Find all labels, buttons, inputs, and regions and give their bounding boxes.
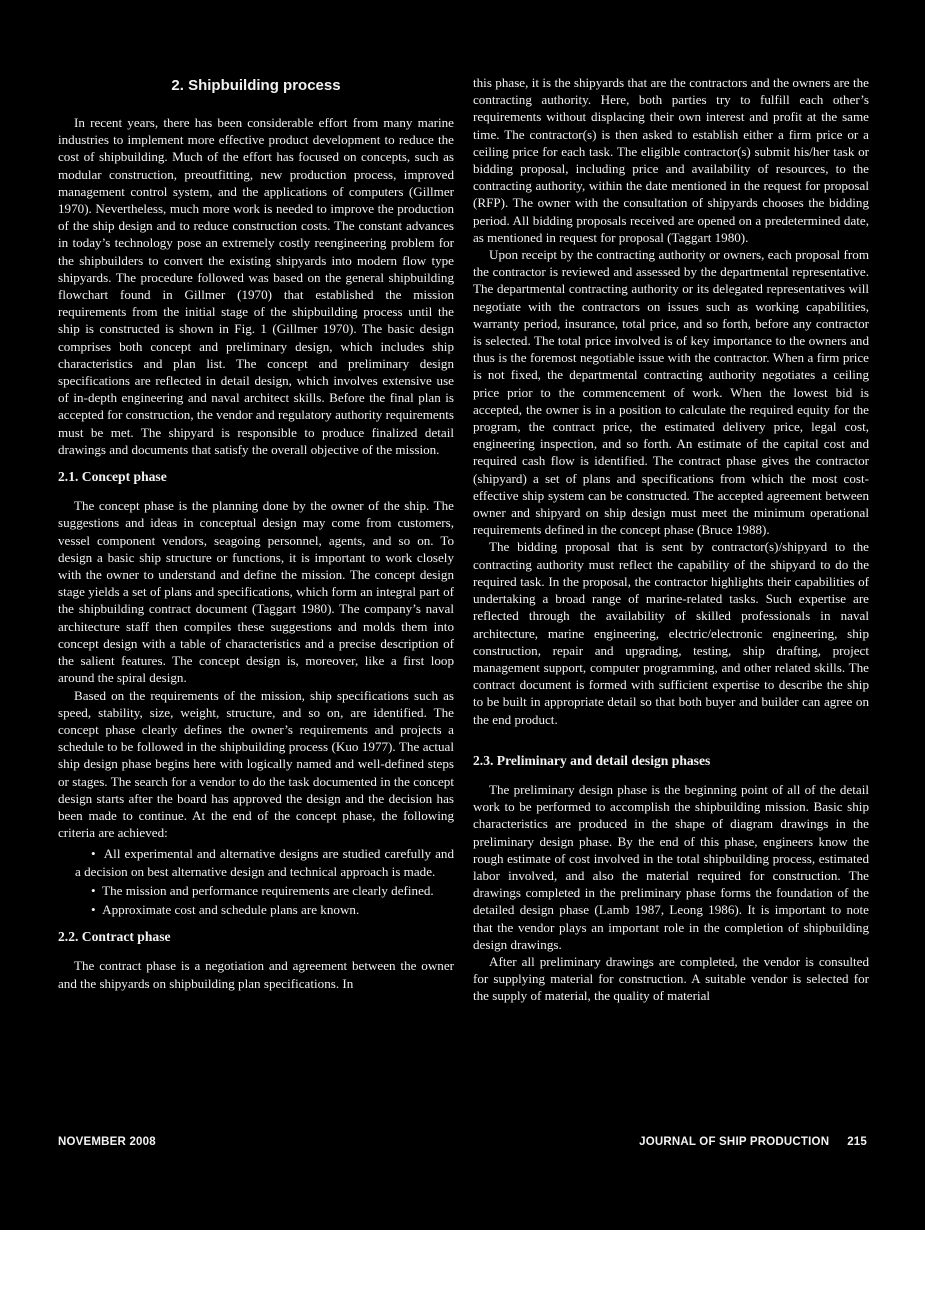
preliminary-paragraph-2: After all preliminary drawings are completed, the vendor is consulted for supplying material for construction. A suitable vendor is selected for the supply of material, the quality of material: [473, 953, 869, 1004]
contract-paragraph-3: The bidding proposal that is sent by contractor(s)/shipyard to the contracting authority must reflect the capability of the shipyard to do the required task. In the proposal, the contractor highlights their capabilities of undertaking a broad range of marine-related tasks. Such expertise are reflected through the availability of skilled professionals in naval architecture, marine engineering, electric/electronic engineering, ship construction, repair and upgrading, testing, ship drafting, project management support, computer programming, and other related skills. The contract document is formed with sufficient expertise to describe the ship to be built in appropriate detail so that both buyer and builder can agree on the end product.: [473, 539, 869, 727]
footer-journal: [639, 1136, 867, 1148]
contract-paragraph-1-continued: this phase, it is the shipyards that are the contractors and the owners are the contracting authority. Here, both parties try to fulfill each other’s requirements without displacing their own interest and profit at the same time. The contractor(s) is then asked to establish either a firm price or a ceiling price for each task. The eligible contractor(s) submit his/her task or bidding proposal, including price and availability of resources, to the contracting authority, within the date mentioned in the request for proposal (RFP). The owner with the consultation of shipyards chooses the bidding period. All bidding proposals received are opened on a predetermined date, as mentioned in request for proposal (Taggart 1980).: [473, 75, 869, 245]
criteria-item-1: • All experimental and alternative designs are studied carefully and a decision on best alternative design and technical approach is made.: [75, 845, 454, 879]
concept-paragraph-1: The concept phase is the planning done by the owner of the ship. The suggestions and ideas in conceptual design may come from customers, vessel component vendors, seagoing personnel, agents, and so on. To design a basic ship structure or functions, it is important to work closely with the owner to understand and define the mission. The concept design stage yields a set of plans and specifications, which form an integral part of the shipbuilding contract document (Taggart 1980). The company’s naval architecture staff then compiles these suggestions and molds them into concept design with a table of characteristics and a precise description of the salient features. The concept design is, moreover, like a first loop around the spiral design.: [58, 498, 454, 686]
right-column: [473, 74, 869, 1005]
footer-date: NOVEMBER 2008: [58, 1136, 156, 1148]
page-number: 215: [847, 1136, 867, 1148]
criteria-item-3: • Approximate cost and schedule plans are known.: [75, 901, 454, 918]
section-title: 2. Shipbuilding process: [171, 77, 341, 94]
contract-paragraph-1-start: The contract phase is a negotiation and agreement between the owner and the shipyards on shipbuilding plan specifications. In: [58, 958, 454, 991]
concept-paragraph-2: Based on the requirements of the mission, ship specifications such as speed, stability, size, weight, structure, and so on, are identified. The concept phase clearly defines the owner’s requirements and projects a schedule to be followed in the shipbuilding process (Kuo 1977). The actual ship design phase begins here with logically named and well-defined steps or stages. The search for a vendor to do the task documented in the concept design starts after the board has approved the design and the decision has been made to continue. At the end of the concept phase, the following criteria are achieved:: [58, 687, 454, 841]
criteria-list: [58, 845, 454, 918]
contract-paragraph-2: Upon receipt by the contracting authority or owners, each proposal from the contractor is reviewed and assessed by the departmental representative. The departmental contracting authority or its delegated representatives will negotiate with the contractors on issues such as working capabilities, warranty period, insurance, total price, and so forth, before any contractor is selected. The total price involved is of key importance to the owners and thus is the foremost negotiable issue with the contractor. When a firm price is not fixed, the departmental contracting authority negotiates a ceiling price prior to the commencement of work. When the lowest bid is accepted, the owner is in a position to calculate the required equity for the program, the contract price, the estimated delivery price, legal cost, engineering inspection, and so forth. An estimate of the capital cost and required cash flow is identified. The contract phase gives the contractor (shipyard) a set of plans and specifications from which the most cost-effective ship system can be constructed. The accepted agreement between owner and shipyard on ship design must meet the minimum operational requirements defined in the concept phase (Bruce 1988).: [473, 247, 869, 538]
journal-name: JOURNAL OF SHIP PRODUCTION: [639, 1136, 830, 1148]
concept-phase-heading: 2.1. Concept phase: [58, 469, 167, 485]
preliminary-phase-heading: 2.3. Preliminary and detail design phases: [473, 752, 711, 768]
criteria-item-2: • The mission and performance requirements are clearly defined.: [75, 882, 454, 899]
left-column: [58, 74, 454, 992]
intro-paragraph: In recent years, there has been considerable effort from many marine industries to implement more effective product development to reduce the cost of shipbuilding. Much of the effort has focused on concepts, such as modular construction, preoutfitting, new production process, improved management control system, and the applications of computers (Gillmer 1970). Nevertheless, much more work is needed to improve the production of the ship design and to reduce construction costs. The constant advances in today’s technology pose an extremely costly reengineering problem for the shipbuilders to convert the existing shipyards into modern flow type shipyards. The procedure followed was based on the general shipbuilding flowchart found in Gillmer (1970) that established the mission requirements from the initial stage of the shipbuilding process until the ship is constructed is shown in Fig. 1 (Gillmer 1970). The basic design comprises both concept and preliminary design, which includes ship characteristics and plan list. The concept and preliminary design specifications are reflected in detail design, which involves extensive use of in-depth engineering and naval architect skills. Before the final plan is accepted for construction, the vendor and regulatory authority requirements must be met. The shipyard is responsible to produce finalized detail drawings and documents that satisfy the overall objective of the mission.: [58, 115, 454, 457]
preliminary-paragraph-1: The preliminary design phase is the beginning point of all of the detail work to be performed to accomplish the shipbuilding mission. Basic ship characteristics are produced in the shape of diagram drawings in the preliminary design phase. By the end of this phase, engineers know the rough estimate of cost involved in the total shipbuilding process, estimated labor involved, and also the material required for construction. The drawings completed in the preliminary phase forms the foundation of the detailed design phase (Lamb 1987, Leong 1986). It is important to note that the vendor plays an important role in the completion of shipbuilding design drawings.: [473, 781, 869, 952]
contract-phase-heading: 2.2. Contract phase: [58, 929, 171, 945]
